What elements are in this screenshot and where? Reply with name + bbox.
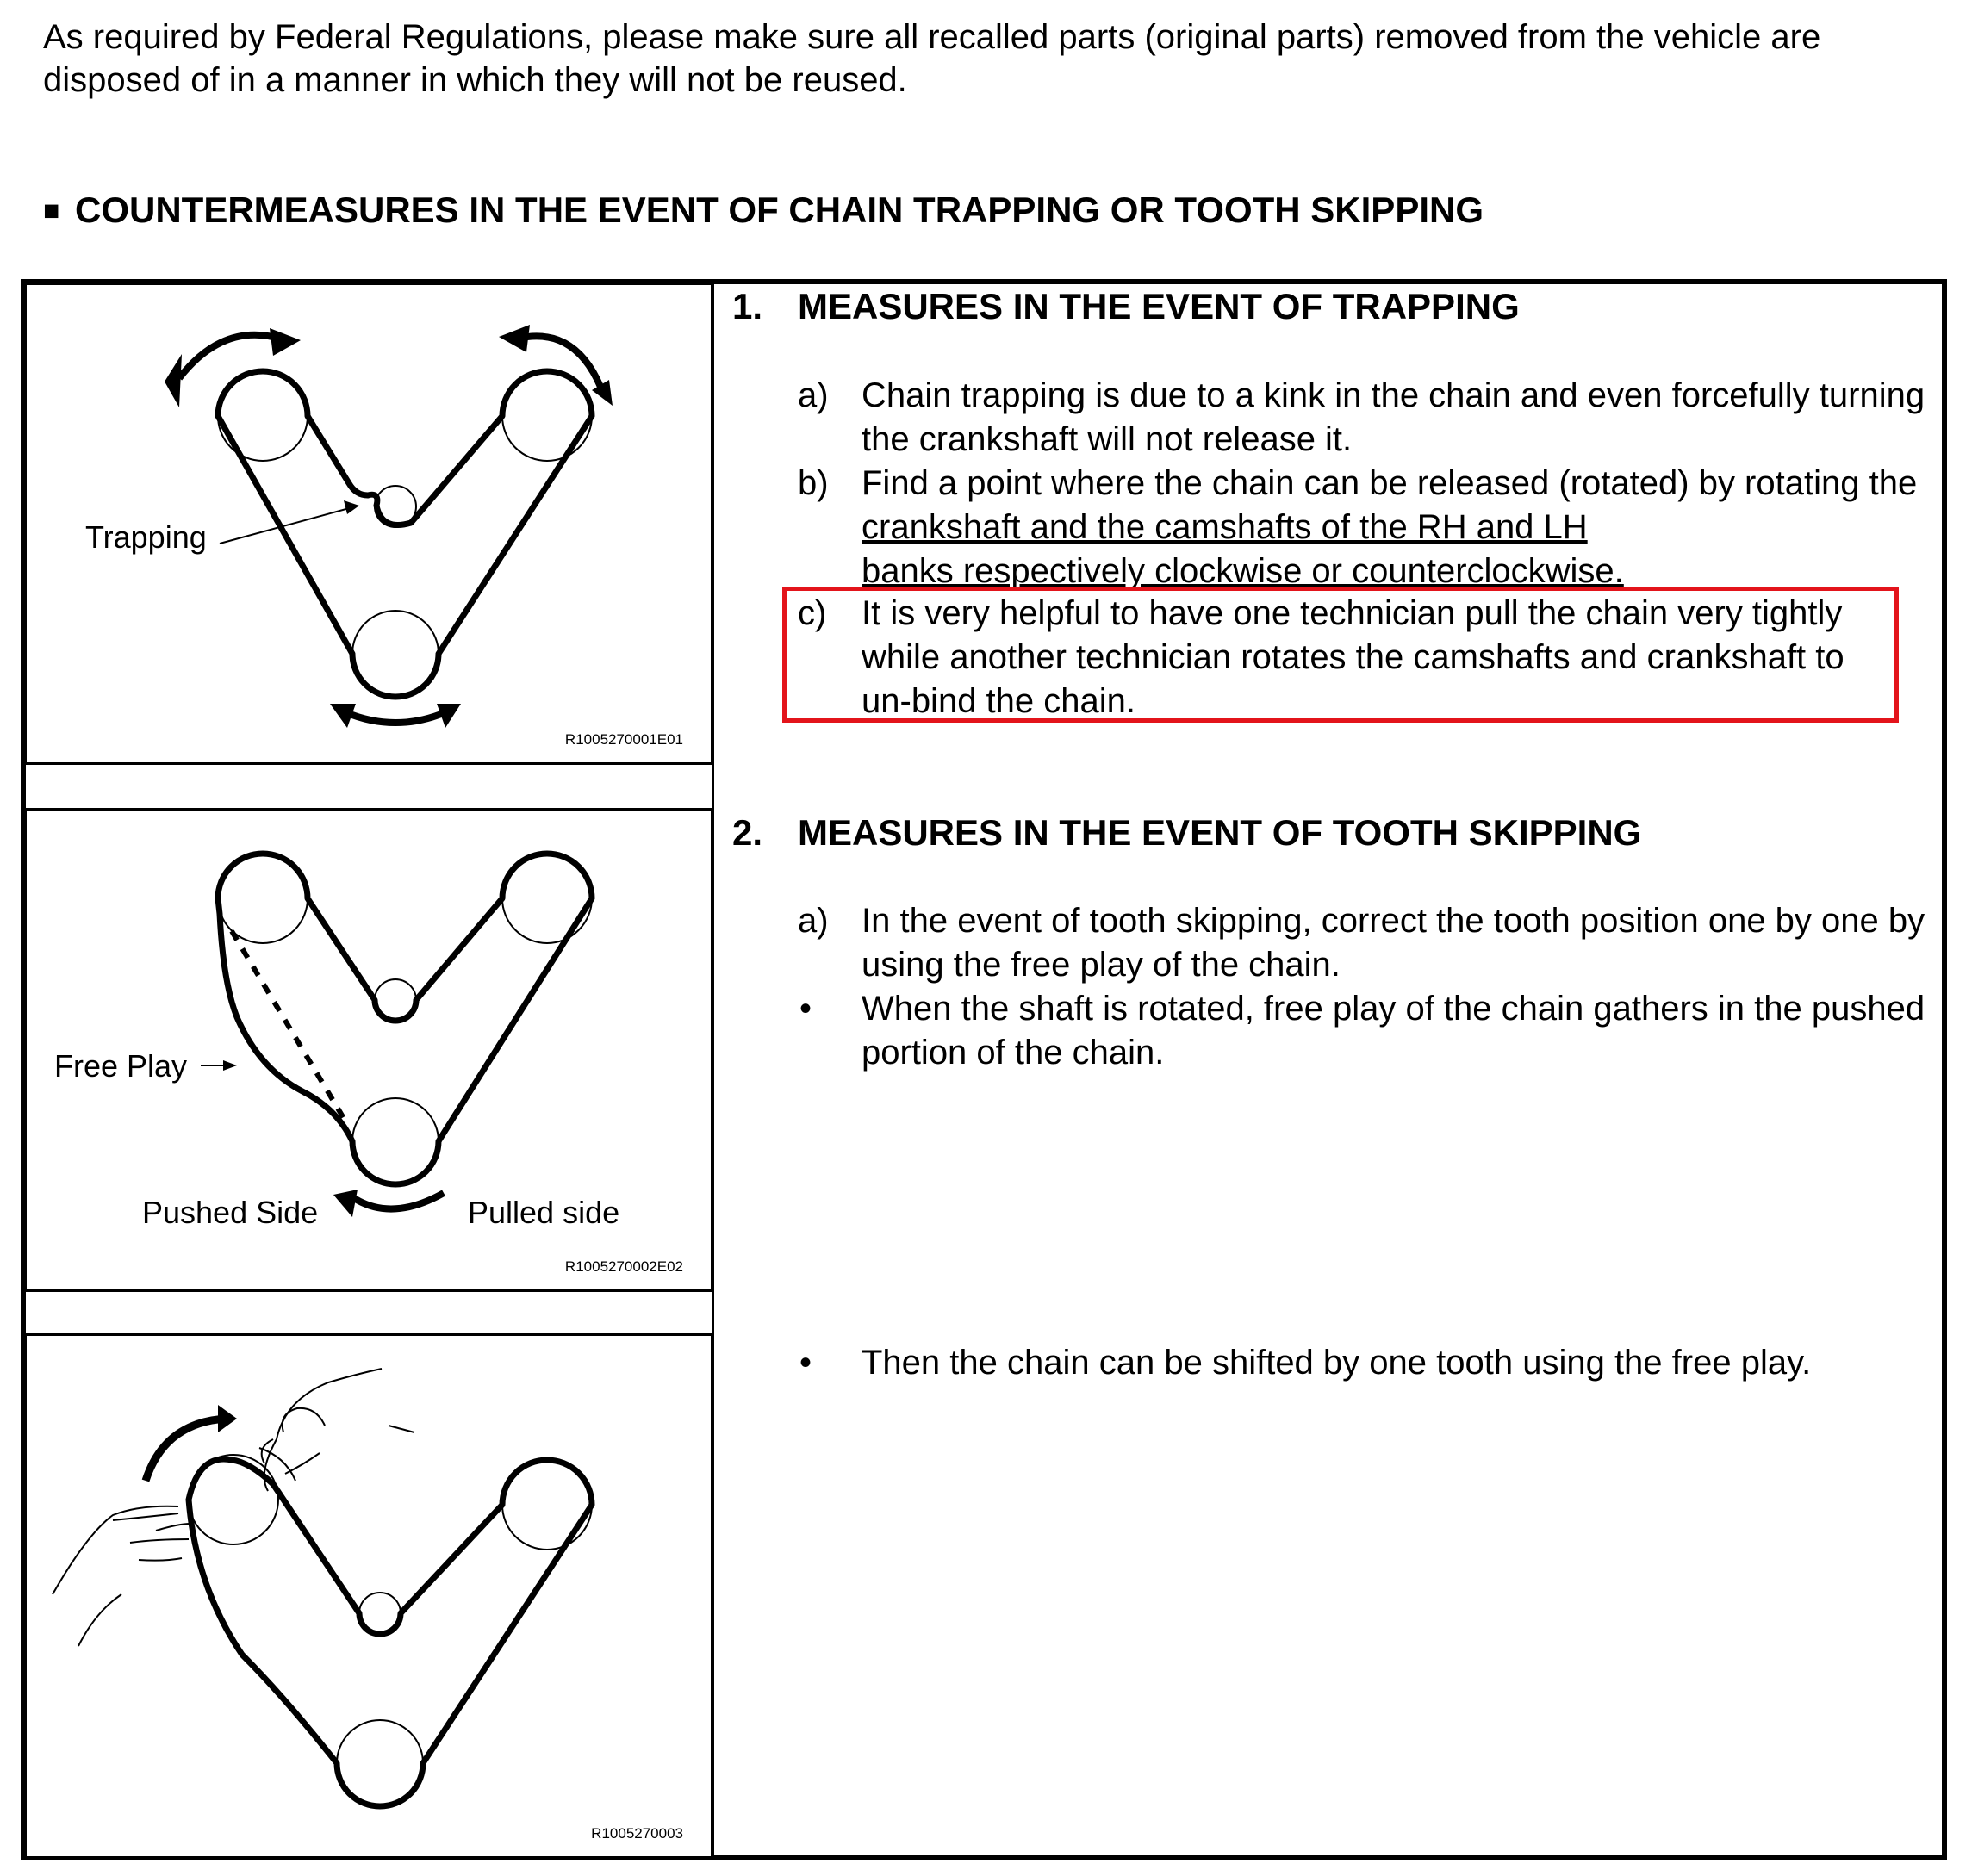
item-text-plain: Find a point where the chain can be released (rotated) by rotating the <box>862 464 1918 502</box>
measure-1-title <box>732 286 1520 327</box>
measure-1-item-a <box>798 374 1925 462</box>
measure-2-bullet-1 <box>798 987 1925 1075</box>
figure-code-2: R1005270002E02 <box>564 1258 683 1275</box>
measure-2-number: 2. <box>732 812 763 853</box>
section-title: COUNTERMEASURES IN THE EVENT OF CHAIN TRAPPING OR TOOTH SKIPPING <box>75 189 1484 230</box>
item-label: c) <box>798 594 827 632</box>
measure-2-item-a <box>798 899 1925 987</box>
bullet-icon: • <box>799 990 812 1028</box>
measure-2-heading: MEASURES IN THE EVENT OF TOOTH SKIPPING <box>798 812 1642 853</box>
item-text: Then the chain can be shifted by one tooth using the free play. <box>862 1344 1812 1382</box>
label-pulled-side: Pulled side <box>468 1195 620 1230</box>
label-trapping: Trapping <box>85 519 207 555</box>
square-bullet-icon: ■ <box>43 195 60 226</box>
item-text: In the event of tooth skipping, correct the tooth position one by one by using the free play of the chain. <box>862 902 1925 984</box>
figure-code-3: R1005270003 <box>591 1825 683 1842</box>
figure-code-1: R1005270001E01 <box>564 731 683 748</box>
label-free-play: Free Play <box>54 1048 188 1084</box>
item-text: When the shaft is rotated, free play of the chain gathers in the pushed portion of the chain. <box>862 990 1925 1072</box>
label-pushed-side: Pushed Side <box>142 1195 319 1230</box>
figure-shift-chain <box>24 1333 713 1859</box>
measure-2-bullet-2 <box>798 1341 1918 1385</box>
section-heading <box>43 189 1484 231</box>
item-label: b) <box>798 464 829 502</box>
highlight-box <box>782 587 1899 723</box>
measure-2-title <box>732 812 1641 854</box>
shift-chain-diagram <box>27 1336 716 1861</box>
item-text: It is very helpful to have one technician pull the chain very tightly while another technician rotates the camshafts and crankshaft to un-bind the chain. <box>862 594 1844 720</box>
item-text <box>862 462 1930 593</box>
bullet-icon: • <box>799 1344 812 1382</box>
figure-free-play <box>24 808 713 1292</box>
figure-trapping <box>24 283 713 765</box>
item-text-underlined: crankshaft and the camshafts of the RH and LH <box>862 508 1588 546</box>
measure-1-item-b <box>798 462 1918 593</box>
intro-paragraph: As required by Federal Regulations, please make sure all recalled parts (original parts) removed from the vehicle are disposed of in a manner in which they will not be reused. <box>43 18 1821 99</box>
item-text: Chain trapping is due to a kink in the chain and even forcefully turning the crankshaft will not release it. <box>862 376 1925 458</box>
item-label: a) <box>798 376 829 414</box>
measure-1-number: 1. <box>732 286 763 326</box>
measure-1-heading: MEASURES IN THE EVENT OF TRAPPING <box>798 286 1520 326</box>
item-label: a) <box>798 902 829 940</box>
item-text-underlined-continued: banks respectively clockwise or counterclockwise. <box>862 552 1624 590</box>
